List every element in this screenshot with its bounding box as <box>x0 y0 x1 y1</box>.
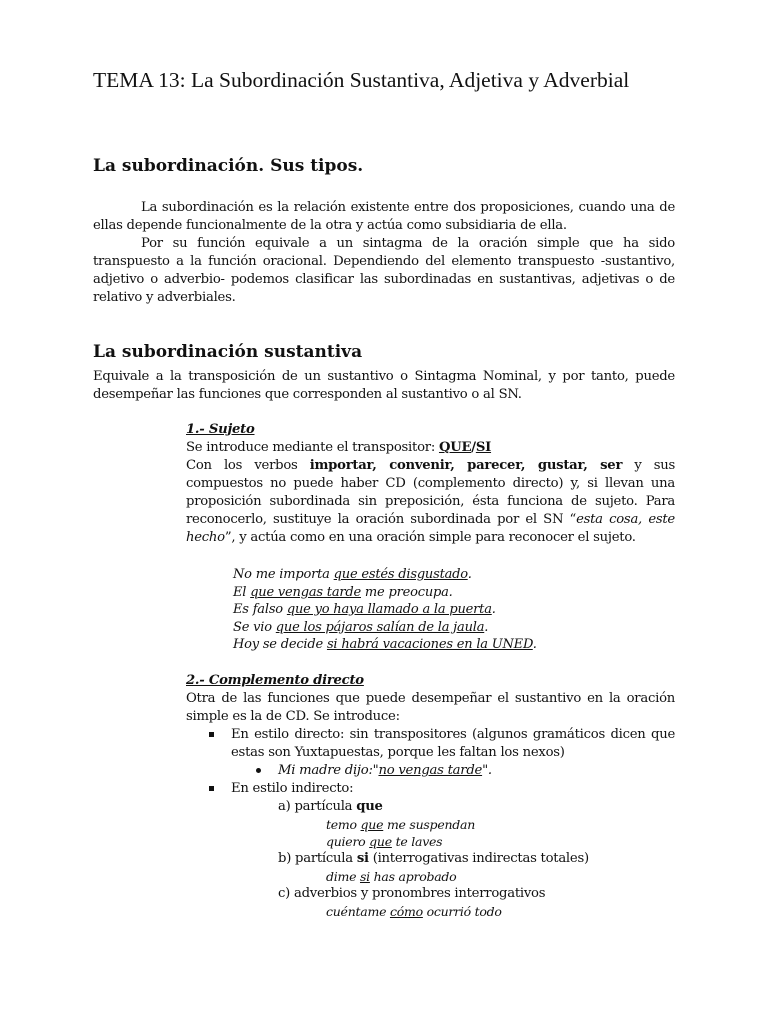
bullet-text: En estilo indirecto: <box>231 780 354 796</box>
paragraph-definicion: La subordinación es la relación existente entre dos proposiciones, cuando una de ellas depende funcionalmente de la otra y actúa como subsidiaria de ella. <box>93 200 675 233</box>
example-text: Hoy se decide <box>233 637 327 652</box>
example-line <box>233 601 537 619</box>
item-particle: que <box>356 798 383 814</box>
example-text: has aprobado <box>369 868 457 884</box>
sujeto-block <box>186 421 675 547</box>
sujeto-paragraph-example: esta cosa, este hecho <box>186 512 675 545</box>
transpositor-que: QUE <box>438 440 472 455</box>
example-subordinate: si habrá vacaciones en la UNED <box>326 637 533 652</box>
example-line <box>233 584 537 602</box>
example-text: El <box>233 584 251 600</box>
sujeto-verbs: importar, convenir, parecer, gustar, ser <box>309 458 623 473</box>
example-text: No me importa <box>233 567 334 582</box>
bullet-estilo-directo <box>186 726 675 762</box>
cd-intro: Otra de las funciones que puede desempeñar el sustantivo en la oración simple es la de CD. Se introduce: <box>186 691 675 724</box>
transpositor-separator: / <box>471 440 476 455</box>
example-line <box>233 619 537 637</box>
item-a <box>186 798 675 816</box>
sujeto-transpositor-line <box>186 439 675 457</box>
example-subordinate: que vengas tarde <box>250 584 361 600</box>
item-a-example <box>186 816 675 833</box>
cd-title: 2.- Complemento directo <box>186 673 364 688</box>
item-c: c) adverbios y pronombres interrogativos <box>278 885 546 901</box>
sujeto-paragraph-end: ”, y actúa como en una oración simple para reconocer el sujeto. <box>224 530 636 545</box>
example-text: te laves <box>391 833 443 849</box>
item-b <box>186 850 675 868</box>
example-line <box>233 566 537 584</box>
round-bullet-icon <box>256 768 261 773</box>
sujeto-paragraph-start: Con los verbos <box>186 458 310 473</box>
example-text: ". <box>482 763 492 778</box>
example-text: cuéntame <box>326 903 390 919</box>
example-subordinate: si <box>359 868 370 884</box>
example-subordinate: que <box>360 816 384 832</box>
bullet-directo-example <box>186 762 675 780</box>
square-bullet-icon <box>209 732 214 737</box>
example-subordinate: que yo haya llamado a la puerta <box>286 602 492 617</box>
example-subordinate: que <box>369 833 392 849</box>
example-text: me preocupa. <box>361 584 453 600</box>
example-line <box>233 636 537 654</box>
bullet-text: En estilo directo: sin transpositores (algunos gramáticos dicen que estas son Yuxtapuestas, porque les faltan los nexos) <box>231 727 675 760</box>
paragraph-sustantiva-intro: Equivale a la transposición de un sustantivo o Sintagma Nominal, y por tanto, puede desempeñar las funciones que corresponden al sustantivo o al SN. <box>93 369 675 402</box>
bullet-estilo-indirecto <box>186 780 675 798</box>
example-text: Mi madre dijo:" <box>278 763 379 778</box>
cd-block <box>186 672 675 920</box>
example-subordinate: cómo <box>389 903 423 919</box>
example-text: . <box>484 619 489 635</box>
example-text: . <box>467 567 472 582</box>
example-subordinate: que estés disgustado <box>333 567 468 582</box>
item-b-example <box>186 868 675 885</box>
sujeto-examples <box>233 566 537 654</box>
item-particle: si <box>356 850 369 866</box>
section-heading-tipos: La subordinación. Sus tipos. <box>93 156 364 176</box>
item-text: (interrogativas indirectas totales) <box>368 850 589 866</box>
sujeto-paragraph <box>186 457 675 547</box>
item-text: a) partícula <box>278 798 357 814</box>
example-text: dime <box>326 868 360 884</box>
example-text: . <box>491 602 496 617</box>
item-text: b) partícula <box>278 850 357 866</box>
item-a-example <box>186 833 675 850</box>
paragraph-funcion: Por su función equivale a un sintagma de la oración simple que ha sido transpuesto a la función oracional. Dependiendo del elemento transpuesto -sustantivo, adjetivo o adverbio- podemos clasificar las subordinadas en sustantivas, adjetivas o de relativo y adverbiales. <box>93 236 675 305</box>
example-text: me suspendan <box>383 816 476 832</box>
example-text: . <box>532 637 537 652</box>
sujeto-transpositor-text: Se introduce mediante el transpositor: <box>186 440 439 455</box>
example-text: Se vio <box>233 619 276 635</box>
section-heading-sustantiva: La subordinación sustantiva <box>93 342 363 362</box>
example-subordinate: no vengas tarde <box>378 763 483 778</box>
example-text: Es falso <box>233 602 287 617</box>
example-subordinate: que los pájaros salían de la jaula <box>275 619 485 635</box>
sujeto-title: 1.- Sujeto <box>186 422 255 437</box>
example-text: ocurrió todo <box>422 903 502 919</box>
sujeto-paragraph-middle: y sus compuestos no puede haber CD (complemento directo) y, si llevan una proposición subordinada sin preposición, ésta funciona de sujeto. Para reconocerlo, sustituye la oración subordinada por el SN “ <box>186 458 676 527</box>
example-text: temo <box>326 816 361 832</box>
transpositor-si: SI <box>475 440 492 455</box>
page-title: TEMA 13: La Subordinación Sustantiva, Adjetiva y Adverbial <box>93 68 630 92</box>
item-c-example <box>186 903 675 920</box>
square-bullet-icon <box>209 786 214 791</box>
example-text: quiero <box>326 833 370 849</box>
